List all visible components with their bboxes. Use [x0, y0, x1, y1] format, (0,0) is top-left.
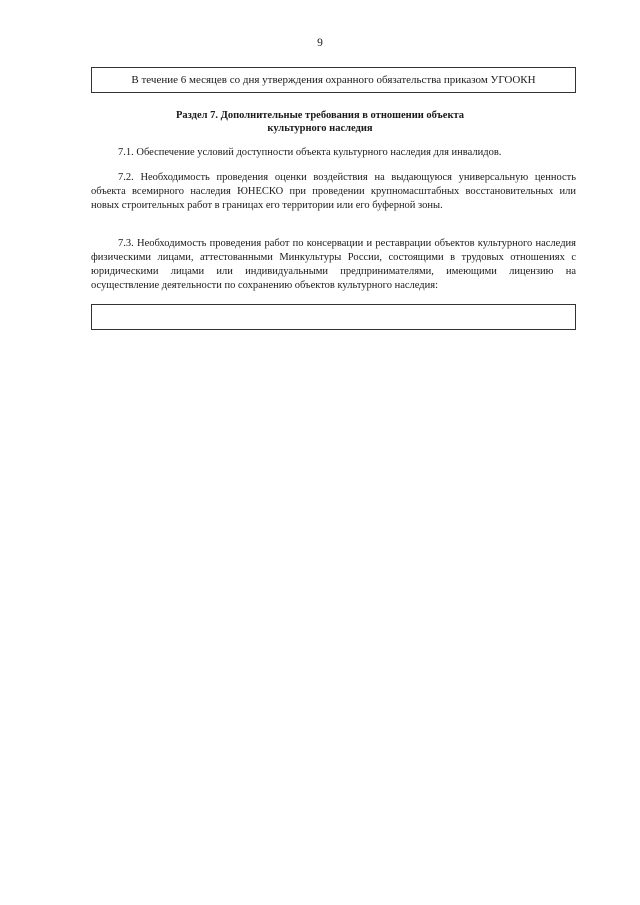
page-number: 9 [317, 37, 323, 49]
paragraph-7-1: 7.1. Обеспечение условий доступности объекта культурного наследия для инвалидов. [118, 147, 502, 158]
section-title [0, 109, 640, 135]
empty-answer-box [91, 304, 576, 330]
section-title-line-1: Раздел 7. Дополнительные требования в отношении объекта [175, 110, 465, 121]
deadline-box [91, 67, 576, 93]
paragraph-7-2: 7.2. Необходимость проведения оценки воздействия на выдающуюся универсальную ценность объекта всемирного наследия ЮНЕСКО при проведении крупномасштабных восстановительных или новых строительных работ в границах его территории или его буферной зоны. [91, 172, 576, 211]
paragraph-7-3: 7.3. Необходимость проведения работ по консервации и реставрации объектов культурного наследия физическими лицами, аттестованными Минкультуры России, состоящими в трудовых отношениях с юридическими лицами или индивидуальными предпринимателями, имеющими лицензию на осуществление деятельности по сохранению объектов культурного наследия: [91, 238, 576, 291]
section-title-line-2: культурного наследия [267, 123, 373, 134]
deadline-text: В течение 6 месяцев со дня утверждения охранного обязательства приказом УГООКН [131, 74, 536, 86]
